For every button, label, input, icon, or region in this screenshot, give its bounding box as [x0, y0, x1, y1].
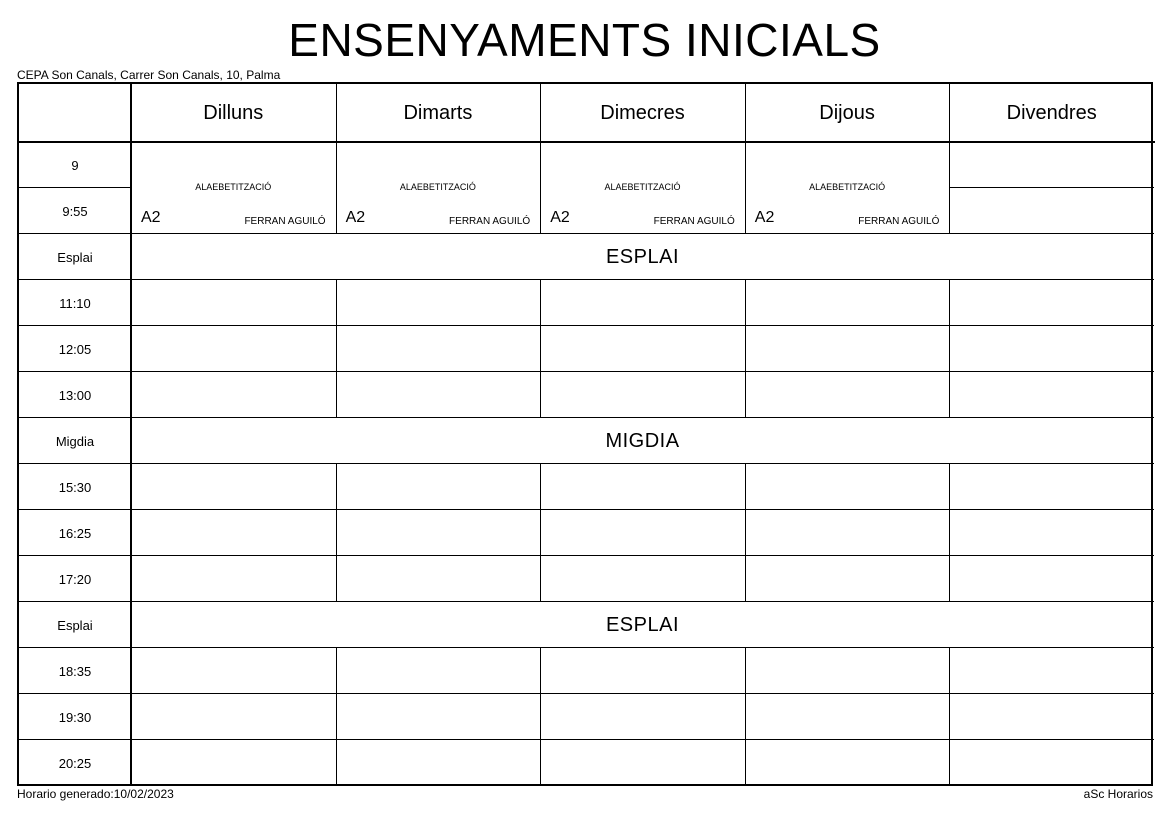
column-divider — [745, 84, 746, 142]
column-divider — [540, 556, 541, 602]
time-slot-label: 9:55 — [62, 203, 88, 219]
lesson-subject: ALAEBETITZACIÓ — [809, 182, 886, 192]
row-divider — [540, 739, 745, 740]
row-divider — [336, 279, 541, 280]
lesson-teacher: FERRAN AGUILÓ — [653, 216, 735, 227]
column-divider — [949, 464, 950, 510]
row-divider — [949, 325, 1154, 326]
time-slot-label: 20:25 — [58, 755, 92, 771]
lesson-subject: ALAEBETITZACIÓ — [604, 182, 681, 192]
row-divider — [336, 647, 541, 648]
row-divider — [19, 693, 131, 694]
column-divider — [745, 648, 746, 694]
column-divider — [949, 648, 950, 694]
column-divider — [540, 648, 541, 694]
column-divider — [336, 326, 337, 372]
time-slot-label: 13:00 — [58, 387, 92, 403]
column-divider — [949, 84, 950, 142]
lesson-block[interactable] — [745, 142, 950, 234]
column-divider — [540, 464, 541, 510]
time-slot-label: 17:20 — [58, 571, 92, 587]
row-divider — [336, 463, 541, 464]
row-divider — [745, 739, 950, 740]
row-divider — [745, 509, 950, 510]
day-header: Dijous — [819, 101, 875, 124]
row-divider — [19, 371, 131, 372]
column-divider — [949, 694, 950, 740]
lesson-group: A2 — [754, 209, 775, 226]
row-divider — [131, 647, 336, 648]
time-slot-label: 18:35 — [58, 663, 92, 679]
row-divider — [19, 739, 131, 740]
column-divider — [540, 280, 541, 326]
column-divider — [949, 142, 950, 188]
row-divider — [745, 279, 950, 280]
column-divider — [949, 280, 950, 326]
row-divider — [949, 187, 1154, 188]
column-divider — [949, 372, 950, 418]
column-divider — [745, 464, 746, 510]
column-divider — [949, 510, 950, 556]
day-header: Dilluns — [203, 101, 264, 124]
column-divider — [336, 510, 337, 556]
row-divider — [745, 647, 950, 648]
row-divider — [949, 371, 1154, 372]
row-divider — [19, 555, 131, 556]
column-divider — [745, 510, 746, 556]
row-divider — [19, 187, 131, 188]
row-divider — [949, 509, 1154, 510]
row-divider — [19, 417, 131, 418]
row-divider — [745, 463, 950, 464]
row-divider — [131, 509, 336, 510]
day-header: Divendres — [1006, 101, 1097, 124]
row-divider — [131, 555, 336, 556]
page-title: ENSENYAMENTS INICIALS — [288, 14, 881, 66]
row-divider — [336, 325, 541, 326]
column-divider — [540, 694, 541, 740]
column-divider — [336, 694, 337, 740]
time-slot-label: Esplai — [57, 617, 93, 633]
column-divider — [336, 464, 337, 510]
lesson-block[interactable] — [336, 142, 541, 234]
time-slot-label: 15:30 — [58, 479, 92, 495]
row-divider — [336, 555, 541, 556]
row-divider — [19, 279, 131, 280]
day-header: Dimecres — [600, 101, 685, 124]
lesson-group: A2 — [550, 209, 570, 226]
row-divider — [131, 463, 336, 464]
row-divider — [131, 739, 336, 740]
row-divider — [949, 647, 1154, 648]
column-divider — [540, 326, 541, 372]
lesson-subject: ALAEBETITZACIÓ — [399, 182, 476, 192]
lesson-subject: ALAEBETITZACIÓ — [195, 182, 272, 192]
time-slot-label: 12:05 — [58, 341, 92, 357]
row-divider — [336, 739, 541, 740]
lesson-teacher: FERRAN AGUILÓ — [449, 216, 531, 227]
time-slot-label: 19:30 — [58, 709, 92, 725]
column-divider — [745, 372, 746, 418]
time-slot-label: 16:25 — [58, 525, 92, 541]
column-divider — [745, 280, 746, 326]
row-divider — [540, 555, 745, 556]
time-slot-label: Esplai — [57, 249, 93, 265]
row-divider — [540, 371, 745, 372]
row-divider — [949, 739, 1154, 740]
row-divider — [745, 693, 950, 694]
row-divider — [19, 647, 131, 648]
row-divider — [540, 279, 745, 280]
row-divider — [336, 509, 541, 510]
lesson-block[interactable] — [540, 142, 745, 234]
column-divider — [949, 556, 950, 602]
day-header: Dimarts — [403, 101, 473, 124]
column-divider — [745, 326, 746, 372]
generated-date: Horario generado:10/02/2023 — [17, 787, 174, 801]
row-divider — [949, 279, 1154, 280]
column-divider — [336, 84, 337, 142]
timetable-grid — [17, 82, 1153, 786]
row-divider — [745, 325, 950, 326]
break-band: MIGDIA — [605, 429, 680, 452]
break-band: ESPLAI — [605, 613, 680, 636]
row-divider — [540, 325, 745, 326]
software-credit: aSc Horarios — [1083, 787, 1153, 801]
row-divider — [949, 463, 1154, 464]
column-divider — [540, 510, 541, 556]
row-divider — [19, 463, 131, 464]
column-divider — [540, 740, 541, 786]
row-divider — [949, 555, 1154, 556]
column-divider — [745, 694, 746, 740]
row-divider — [131, 325, 336, 326]
row-divider — [336, 371, 541, 372]
row-divider — [540, 463, 745, 464]
row-divider — [540, 509, 745, 510]
row-divider — [131, 693, 336, 694]
column-divider — [745, 740, 746, 786]
time-slot-label: 11:10 — [59, 295, 91, 311]
lesson-teacher: FERRAN AGUILÓ — [244, 216, 326, 227]
row-divider — [19, 233, 131, 234]
lesson-group: A2 — [141, 209, 161, 226]
row-divider — [745, 555, 950, 556]
column-divider — [336, 372, 337, 418]
column-divider — [336, 648, 337, 694]
row-divider — [19, 601, 131, 602]
column-divider — [336, 556, 337, 602]
column-divider — [949, 740, 950, 786]
column-divider — [949, 326, 950, 372]
row-divider — [949, 693, 1154, 694]
row-divider — [540, 647, 745, 648]
column-divider — [745, 556, 746, 602]
column-divider — [540, 372, 541, 418]
school-address: CEPA Son Canals, Carrer Son Canals, 10, Palma — [17, 68, 281, 82]
row-divider — [745, 371, 950, 372]
row-divider — [540, 693, 745, 694]
time-slot-label: Migdia — [55, 433, 95, 449]
lesson-teacher: FERRAN AGUILÓ — [858, 216, 940, 227]
row-divider — [131, 371, 336, 372]
time-slot-label: 9 — [71, 157, 79, 173]
column-divider — [336, 280, 337, 326]
lesson-block[interactable] — [131, 142, 336, 234]
column-divider — [949, 188, 950, 234]
row-divider — [131, 279, 336, 280]
break-band: ESPLAI — [605, 245, 680, 268]
column-divider — [540, 84, 541, 142]
row-divider — [336, 693, 541, 694]
row-divider — [19, 325, 131, 326]
lesson-group: A2 — [345, 209, 366, 226]
row-divider — [19, 509, 131, 510]
column-divider — [336, 740, 337, 786]
